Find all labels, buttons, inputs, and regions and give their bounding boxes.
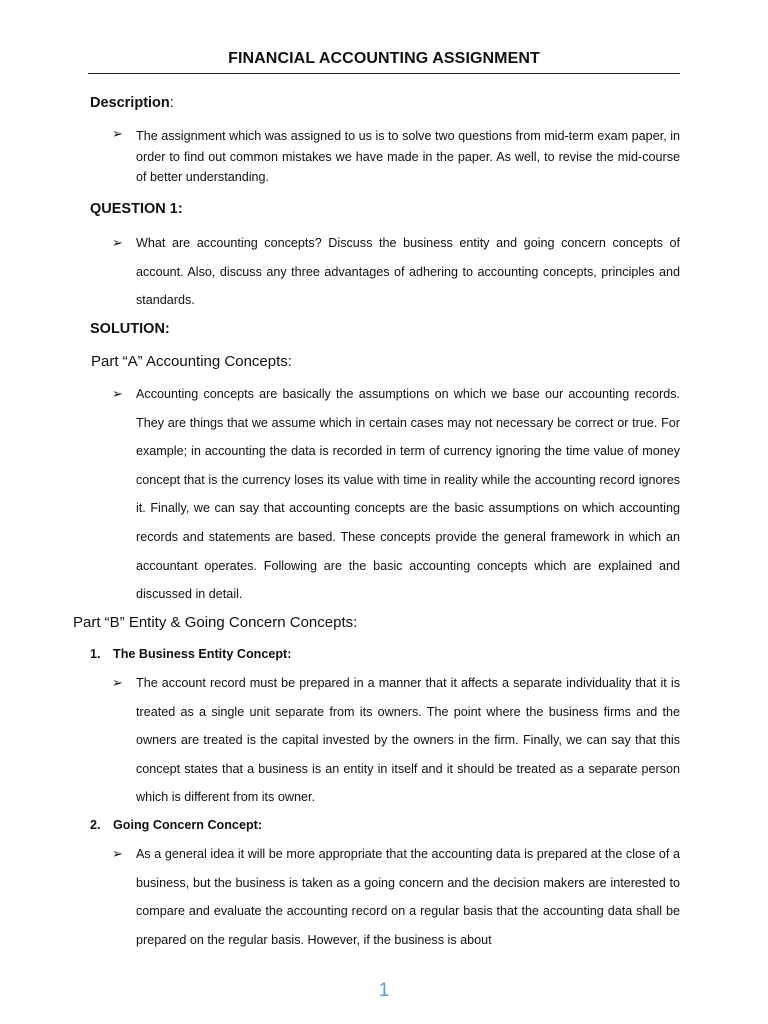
- item1-title: The Business Entity Concept:: [113, 647, 292, 661]
- arrow-bullet-icon: ➢: [112, 126, 123, 141]
- item2-title: Going Concern Concept:: [113, 818, 263, 832]
- arrow-bullet-icon: ➢: [112, 235, 123, 250]
- item1-number: 1.: [90, 647, 101, 661]
- solution-heading: SOLUTION:: [90, 321, 170, 337]
- document-title: FINANCIAL ACCOUNTING ASSIGNMENT: [228, 50, 540, 67]
- description-heading-label: Description: [90, 95, 170, 111]
- item2-text: As a general idea it will be more appropriate that the accounting data is prepared at the close of a business, but the business is taken as a going concern and the decision makers are interested to compare and evaluate the accounting record on a regular basis that the accounting data shall be prepared on the regular basis. However, if the business is about: [136, 847, 680, 947]
- item1-text: The account record must be prepared in a manner that it affects a separate individuality that it is treated as a single unit separate from its owners. The point where the business firms and the owners are treated is the capital invested by the owners in the firm. Finally, we can say that this concept states that a business is an entity in itself and it should be treated as a separate person which is different from its owner.: [136, 676, 680, 805]
- arrow-bullet-icon: ➢: [112, 846, 123, 861]
- part-a-heading: Part “A” Accounting Concepts:: [91, 353, 292, 370]
- arrow-bullet-icon: ➢: [112, 675, 123, 690]
- item2-number: 2.: [90, 818, 101, 832]
- question-heading: QUESTION 1:: [90, 201, 183, 217]
- part-a-text: Accounting concepts are basically the assumptions on which we base our accounting records. They are things that we assume which in certain cases may not necessary be correct or true. For example; in accounting the data is recorded in term of currency ignoring the time value of money concept that is the currency loses its value with time in reality while the accounting record ignores it. Finally, we can say that accounting concepts are the basic assumptions on which accounting records and statements are based. These concepts provide the general framework in which an accountant operates. Following are the basic accounting concepts which are explained and discussed in detail.: [136, 387, 680, 602]
- description-text: The assignment which was assigned to us is to solve two questions from mid-term exam paper, in order to find out common mistakes we have made in the paper. As well, to revise the mid-course of better understanding.: [136, 129, 680, 184]
- item1-heading: [90, 647, 291, 661]
- arrow-bullet-icon: ➢: [112, 386, 123, 401]
- item2-heading: [90, 818, 262, 832]
- question-text: What are accounting concepts? Discuss the business entity and going concern concepts of account. Also, discuss any three advantages of adhering to accounting concepts, principles and standards.: [136, 236, 680, 308]
- page-number: 1: [378, 980, 390, 1001]
- part-b-heading: Part “B” Entity & Going Concern Concepts:: [73, 614, 358, 631]
- description-heading-colon: :: [169, 95, 174, 111]
- title-underline: [88, 73, 680, 74]
- description-heading: [90, 95, 174, 111]
